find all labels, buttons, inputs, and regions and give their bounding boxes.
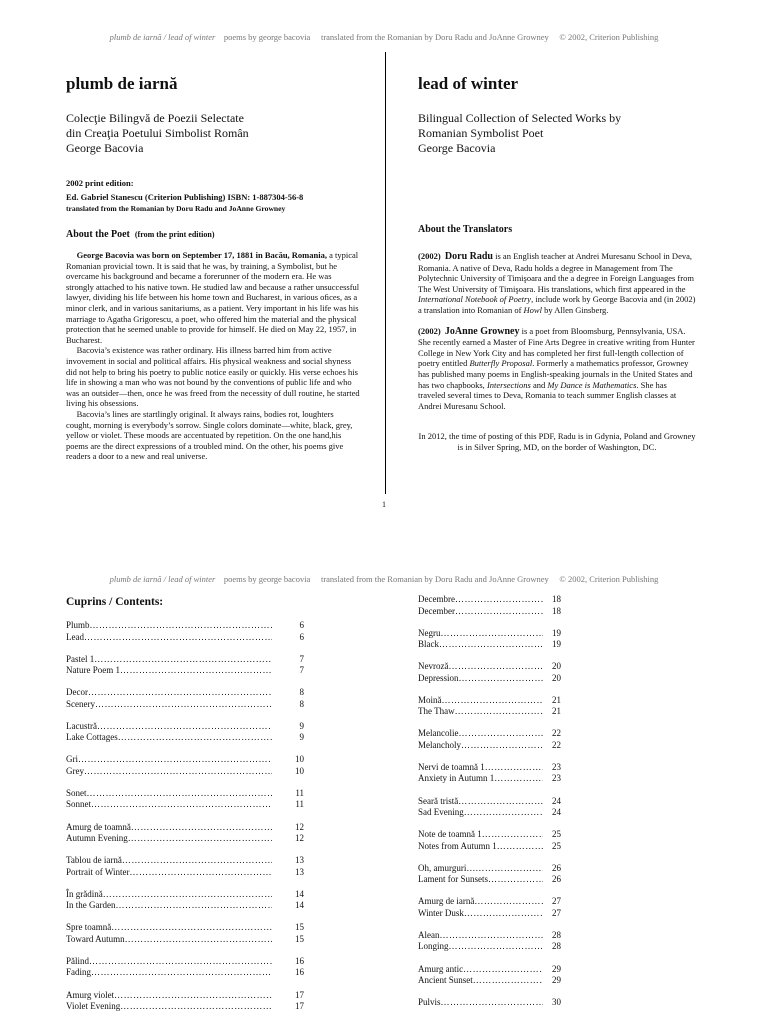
toc-entry-title: Pulvis [418,997,441,1008]
toc-entry-title: Melancolie [418,728,459,739]
toc-entry[interactable] [66,732,304,744]
toc-entry-title: Spre toamnă [66,922,112,933]
toc-entry[interactable] [418,807,561,819]
toc-leader-dots [464,908,543,920]
growney-name: JoAnne Growney [444,325,520,337]
toc-entry-title: Gri [66,754,78,765]
translators-note: In 2012, the time of posting of this PDF, Radu is in Gdynia, Poland and Growney is in Silver Spring, MD, on the border of Washington, DC. [418,431,696,452]
toc-leader-dots [87,788,272,800]
toc-entry-title: The Thaw [418,706,455,717]
header-translators: translated from the Romanian by Doru Radu and JoAnne Growney [320,32,549,42]
toc-page-number: 10 [295,765,304,776]
toc-leader-dots [78,754,272,766]
toc-leader-dots [458,728,543,740]
english-title: lead of winter [418,74,519,93]
toc-page-number: 21 [552,694,561,705]
toc-entry-group [418,594,561,617]
toc-leader-dots [88,687,272,699]
toc-entry[interactable] [66,990,304,1002]
toc-entry-title: Lament for Sunsets [418,874,488,885]
toc-page-number: 10 [295,754,304,765]
toc-entry-group [66,654,304,677]
toc-entry-title: Winter Dusk [418,907,464,918]
growney-text-4: . She has traveled several times to Deva, Romania to teach summer English classes at Andrei Muresanu School. [418,379,677,411]
toc-page-number: 23 [552,773,561,784]
toc-entry-title: Sonnet [66,799,92,810]
toc-entry[interactable] [418,874,561,886]
poet-p3-rest: loughters cought, morning is everybody’s sorrow. Single colors dominate—white, black, grey, yellow or violet. These moods are accentuated by repetition. On the one hand,his poems are the direct expressions of a troubled mind. On the other, his poems give readers a door to a new and real universe. [66,408,353,462]
header-author-2: poems by george bacovia [223,574,311,584]
toc-leader-dots [459,673,544,685]
toc-entry-title: Nervi de toamnă 1 [418,761,485,772]
about-translators-heading: About the Translators [418,224,513,235]
toc-entry[interactable] [66,788,304,800]
radu-journal: International Notebook of Poetry [418,294,532,305]
toc-page-number: 25 [552,829,561,840]
toc-entry[interactable] [418,829,561,841]
toc-entry-title: Oh, amurguri… [418,862,476,873]
toc-entry[interactable] [418,695,561,707]
toc-entry-title: Seară tristă [418,795,459,806]
page-number: 1 [382,500,386,509]
toc-page-number: 22 [552,728,561,739]
poet-p2-lead: Bacovia’s existence was [76,345,160,356]
toc-entry-group [418,796,561,819]
right-column [418,74,696,453]
growney-year: (2002) [418,325,441,336]
toc-page-number: 16 [295,955,304,966]
toc-leader-dots [439,639,543,651]
toc-entry-title: Alean [418,929,440,940]
toc-entry[interactable] [66,855,304,867]
toc-entry-group [418,930,561,953]
growney-book: Butterfly Proposal [469,358,533,369]
toc-entry-title: Decor [66,687,88,698]
toc-entry-group [66,990,304,1013]
toc-entry-group [66,855,304,878]
english-subtitle-3: George Bacovia [418,141,496,155]
toc-entry-group [66,721,304,744]
toc-page-number: 16 [295,967,304,978]
toc-entry-group [66,620,304,643]
toc-entry-title: Tablou de iarnă [66,855,122,866]
toc-page-number: 13 [295,866,304,877]
toc-entry-title: Fading [66,967,92,978]
toc-entry[interactable] [418,841,561,853]
toc-entry[interactable] [418,997,561,1009]
toc-page-number: 18 [552,594,561,604]
radu-text-2: from The Polytechnic University of Timişoara and the a degree in Foreign Languages from The West University of Timişoara. His translations, which [418,262,694,294]
toc-page-number: 13 [295,855,304,866]
toc-entry-title: Grey [66,765,84,776]
toc-page-number: 17 [295,1001,304,1012]
toc-entry[interactable] [418,606,561,618]
toc-entry-title: Lake Cottages [66,732,118,743]
toc-leader-dots [114,990,272,1002]
toc-entry-title: Amurg antic [418,963,464,974]
toc-page-number: 27 [552,896,561,907]
about-poet-note: (from the print edition) [134,230,215,239]
growney-text-3: and [532,379,546,390]
toc-entry-group [418,728,561,751]
toc-entry-title: Negru [418,627,441,638]
toc-page-number: 8 [299,687,304,698]
toc-entry[interactable] [418,594,561,606]
running-header-2 [0,574,768,584]
growney-chapbook-1: Intersections [486,379,531,390]
toc-page-number: 14 [295,900,304,911]
toc-entry-group [418,628,561,651]
poet-p2-rest: rather ordinary. His illness barred him from active invovement in social and political affairs. His physical weakness and social shyness did not help to bring his poetry to public notice easily or quickly. His verse echoes his life in showing a man who was not bound by the conventions of public life and who was an outsider—then, once he was freed from the necessity of dull routine, he started living his obsessions. [66,345,360,409]
toc-entry[interactable] [66,766,304,778]
radu-name: Doru Radu [444,251,493,262]
header-copyright-2: © 2002, Criterion Publishing [559,574,659,584]
toc-leader-dots [449,941,544,953]
toc-page-number: 24 [552,795,561,806]
toc-entry-group [66,822,304,845]
toc-entry-title: Plumb [66,620,90,630]
toc-page-number: 22 [552,739,561,750]
toc-entry-title: December [418,605,455,616]
toc-leader-dots [111,922,272,934]
toc-entry-title: Note de toamnă 1 [418,829,482,840]
romanian-subtitle-1: Colecţie Bilingvă de Poezii Selectate [66,111,244,125]
romanian-title: plumb de iarnă [66,74,178,93]
toc-leader-dots [440,930,544,942]
toc-page-number: 19 [552,639,561,650]
toc-page-number: 6 [299,620,304,630]
toc-entry-title: Notes from Autumn 1 [418,840,497,851]
toc-leader-dots [475,863,543,875]
toc-entry[interactable] [66,754,304,766]
edition-translators: translated from the Romanian by Doru Radu and JoAnne Growney [66,204,286,213]
toc-entry-group [418,896,561,919]
poet-p1-rest: a typical Romanian provicial town. It is said that he was, by training, a Symbolist, but he overcame his background and became a forerunner of the modern era. He was strongly attached to his native town. He studied law and because a rather unsuccessful lawyer, dividing his life between his home town and Bucharest, in various oﬁces, as a minor clerk, and in various sanitariums, as a patient. Very important in his life was his marriage to Agatha Grigorescu, a poet, who offered him the material and the physical protection that he seemed unable to provide for himself. He died on May 22, 1957, in Bucharest. [66,250,360,345]
toc-entry[interactable] [66,867,304,879]
toc-entry-title: Nevroză [418,661,449,672]
toc-leader-dots [128,833,272,845]
toc-entry-title: Lead [66,631,84,642]
toc-page-number: 19 [552,627,561,638]
toc-entry[interactable] [66,934,304,946]
radu-text-1: is an English teacher at Andrei Muresanu School in Deva, Romania. A native of Deva, Radu holds a degree in Management [418,251,692,273]
toc-page-number: 12 [295,821,304,832]
toc-leader-dots [455,594,543,606]
toc-page-number: 15 [295,933,304,944]
header-author: poems by george bacovia [223,32,311,42]
header-title: plumb de iarnă / lead of winter [109,32,216,42]
toc-entry-group [418,997,561,1009]
toc-entry-group [66,788,304,811]
toc-entry[interactable] [66,687,304,699]
toc-entry-title: Amurg violet [66,989,115,1000]
toc-entry-title: Sad Evening [418,807,464,818]
toc-entry-title: Melancholy [418,739,461,750]
toc-entry[interactable] [66,654,304,666]
radu-year: (2002) [418,251,441,261]
growney-chapbook-2: My Dance is Mathematics [547,379,637,390]
toc-entry-title: Pălind [66,955,90,966]
toc-leader-dots [482,829,543,841]
toc-entry[interactable] [66,721,304,733]
edition-label: 2002 print edition: [66,178,134,188]
toc-entry-group [66,754,304,777]
toc-leader-dots [455,606,543,618]
toc-leader-dots [461,740,543,752]
toc-leader-dots [103,889,272,901]
toc-leader-dots [94,654,272,666]
toc-page-number: 9 [299,720,304,731]
toc-entry-title: Toward Autumn [66,933,125,944]
toc-page-number: 11 [295,799,304,810]
toc-page-number: 21 [552,706,561,717]
toc-entry-title: Longing [418,941,449,952]
contents-left-column [66,620,304,1023]
toc-entry[interactable] [66,833,304,845]
toc-page-number: 25 [552,840,561,851]
header-title-2: plumb de iarnă / lead of winter [109,574,216,584]
toc-page-number: 12 [295,833,304,844]
toc-page-number: 26 [552,874,561,885]
toc-entry[interactable] [66,956,304,968]
toc-page-number: 26 [552,862,561,873]
poet-paragraph-3 [66,409,361,462]
column-divider [385,52,386,494]
toc-page-number: 28 [552,941,561,952]
toc-entry[interactable] [418,941,561,953]
radu-text-3: first appeared in the [617,283,686,294]
toc-page-number: 20 [552,672,561,683]
toc-entry[interactable] [418,706,561,718]
toc-page-number: 6 [299,631,304,642]
toc-page-number: 11 [295,787,304,798]
toc-entry[interactable] [418,908,561,920]
toc-page-number: 18 [552,605,561,616]
edition-publisher: Ed. Gabriel Stanescu (Criterion Publishing) ISBN: 1-887304-56-8 [66,192,304,202]
toc-leader-dots [125,934,272,946]
toc-leader-dots [89,956,272,968]
toc-page-number: 28 [552,929,561,940]
toc-entry[interactable] [66,967,304,979]
toc-entry[interactable] [418,740,561,752]
toc-page-number: 8 [299,698,304,709]
toc-page-number: 17 [295,989,304,1000]
toc-entry-title: Sonet [66,787,87,798]
toc-entry-group [66,922,304,945]
toc-entry[interactable] [418,896,561,908]
toc-leader-dots [120,665,272,677]
toc-entry-group [418,762,561,785]
toc-entry[interactable] [418,628,561,640]
toc-entry[interactable] [66,1001,304,1013]
toc-entry-title: Pastel 1 [66,653,95,664]
growney-text-1: is a poet from Bloomsburg, Pennsylvania, USA. She recently earned a Master of Fine Arts Degree in creative writing from Hunter College in New York City and has completed her first full-length collection of poetry entitled [418,325,695,369]
toc-entry-title: Decembre [418,594,455,604]
toc-entry-group [66,956,304,979]
toc-entry-title: Lacustră [66,720,97,731]
toc-entry-title: Moină [418,694,442,705]
toc-entry-title: Anxiety in Autumn 1 [418,773,495,784]
radu-howl: Howl [523,304,542,315]
toc-page-number: 30 [552,997,561,1008]
radu-text-4: , include work by George Bacovia and (in 2002) a translation into Romanian of [418,294,696,315]
toc-entry-group [418,661,561,684]
toc-page-number: 7 [299,665,304,676]
toc-page-number: 7 [299,653,304,664]
radu-bio [418,251,696,316]
toc-entry-title: Violet Evening [66,1001,121,1012]
toc-leader-dots [84,632,272,644]
toc-entry[interactable] [418,975,561,987]
toc-page-number: 14 [295,888,304,899]
toc-entry[interactable] [418,863,561,875]
toc-leader-dots [458,796,543,808]
toc-entry[interactable] [66,620,304,632]
toc-leader-dots [448,661,543,673]
toc-leader-dots [120,1001,272,1013]
toc-leader-dots [441,997,543,1009]
toc-leader-dots [91,799,272,811]
romanian-subtitle-2: din Creaţia Poetului Simbolist Român [66,126,249,140]
toc-leader-dots [497,841,543,853]
toc-entry-title: Depression [418,672,459,683]
poet-paragraph-1 [66,250,361,345]
toc-entry[interactable] [418,773,561,785]
poet-p1-lead: George Bacovia was born on September 17, 1881 in Bacău, Romania, [76,250,327,260]
header-copyright: © 2002, Criterion Publishing [559,32,659,42]
toc-entry[interactable] [66,922,304,934]
toc-entry-title: Portrait of Winter [66,866,130,877]
toc-entry[interactable] [418,661,561,673]
toc-leader-dots [84,766,272,778]
contents-title: Cuprins / Contents: [66,596,164,608]
toc-entry[interactable] [66,900,304,912]
toc-entry-title: În grădină [66,888,103,899]
poet-p3-lead: Bacovia’s lines are startlingly original. It always rains, bodies rot, [76,408,300,419]
english-subtitle-1: Bilingual Collection of Selected Works by [418,111,622,125]
toc-page-number: 20 [552,661,561,672]
romanian-subtitle-3: George Bacovia [66,141,144,155]
toc-entry-group [418,863,561,886]
toc-entry-title: Scenery [66,698,95,709]
left-column [66,74,361,462]
toc-leader-dots [473,975,543,987]
radu-text-5: by Allen Ginsberg. [544,304,609,315]
toc-entry-title: Nature Poem 1 [66,665,120,676]
toc-leader-dots [488,874,543,886]
toc-leader-dots [97,721,272,733]
toc-leader-dots [118,732,272,744]
toc-entry[interactable] [66,822,304,834]
toc-entry[interactable] [66,889,304,901]
toc-entry[interactable] [66,699,304,711]
growney-text-2: . Formerly a mathematics professor, Growney has published many poems in English-speaking journals in the United States and has two chapbooks, [418,358,693,390]
toc-page-number: 24 [552,807,561,818]
toc-page-number: 29 [552,975,561,986]
toc-entry-title: Black [418,639,439,650]
toc-page-number: 15 [295,922,304,933]
toc-leader-dots [485,762,543,774]
toc-leader-dots [95,699,272,711]
toc-leader-dots [129,867,272,879]
toc-leader-dots [494,773,543,785]
toc-entry[interactable] [66,799,304,811]
about-poet-title: About the Poet [66,229,130,240]
toc-leader-dots [463,964,543,976]
toc-leader-dots [115,900,272,912]
toc-page-number: 9 [299,732,304,743]
contents-right-column [418,594,561,1019]
toc-leader-dots [441,628,544,640]
toc-entry[interactable] [418,728,561,740]
toc-entry-group [418,695,561,718]
toc-leader-dots [442,695,544,707]
toc-leader-dots [91,967,272,979]
toc-entry[interactable] [418,673,561,685]
toc-entry-title: Ancient Sunset [418,975,473,986]
toc-entry-group [418,964,561,987]
toc-page-number: 27 [552,907,561,918]
toc-entry[interactable] [66,665,304,677]
toc-entry-group [418,829,561,852]
toc-entry-group [66,687,304,710]
toc-leader-dots [122,855,272,867]
toc-page-number: 23 [552,761,561,772]
toc-leader-dots [474,896,543,908]
header-translators-2: translated from the Romanian by Doru Radu and JoAnne Growney [320,574,549,584]
toc-leader-dots [131,822,272,834]
toc-entry[interactable] [418,964,561,976]
toc-entry[interactable] [418,639,561,651]
toc-entry-title: Amurg de iarnă [418,896,475,907]
toc-page-number: 29 [552,963,561,974]
toc-entry-title: In the Garden [66,900,116,911]
toc-entry[interactable] [66,632,304,644]
growney-bio [418,326,696,412]
toc-entry-title: Autumn Evening [66,833,128,844]
poet-paragraph-2 [66,345,361,409]
toc-leader-dots [455,706,543,718]
about-poet-heading [66,229,361,240]
english-subtitle-2: Romanian Symbolist Poet [418,126,544,140]
toc-entry[interactable] [418,796,561,808]
toc-entry[interactable] [418,762,561,774]
toc-leader-dots [464,807,543,819]
toc-entry-group [66,889,304,912]
toc-entry[interactable] [418,930,561,942]
toc-entry-title: Amurg de toamnă [66,821,131,832]
running-header [0,32,768,42]
toc-leader-dots [90,620,272,632]
